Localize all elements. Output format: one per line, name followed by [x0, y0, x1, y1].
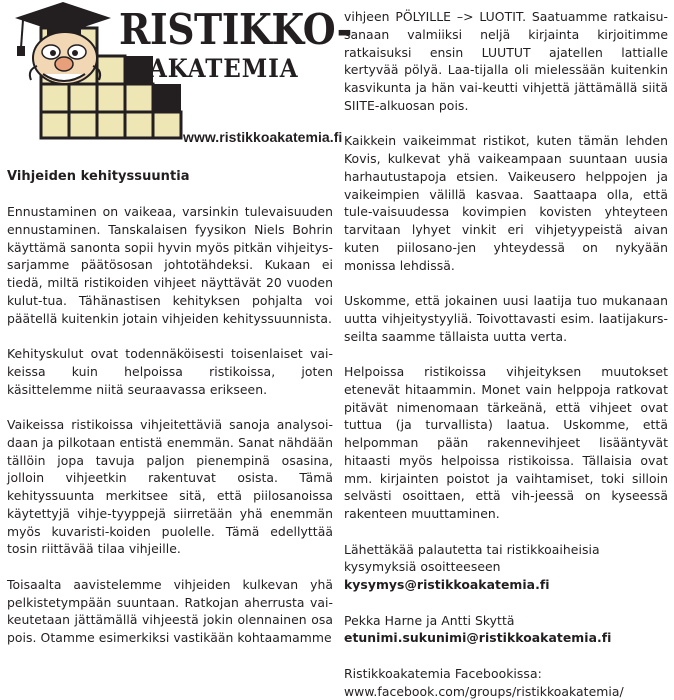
article-heading: Vihjeiden kehityssuuntia — [7, 169, 190, 184]
paragraph-simplified: Toisaalta aavistelemme vihjeiden kulkevan yhä pelkistetympään suuntaan. Ratkojan aherrusta vai-keutetaan jättämällä vihjeestä jokin olennainen osa pois. Otamme esimerkiksi vastikään kohtaamamme — [7, 576, 333, 645]
paragraph-hardest: Kaikkein vaikeimmat ristikot, kuten tämän lehden Kovis, kulkevat yhä vaikeampaan suuntaan uusia harhautustapoja etsien. Vaikeusero helppojen ja vaikeimpien välillä kasvaa. Saattaapa olla, että tule-vaisuudessa kovimpien kovisten yhteyteen tarvitaan lyhyet vinkit eri vihjetyypeistä aivan kuten piilosano-jen yhteydessä on nykyään monissa lehdissä. — [344, 133, 668, 273]
paragraph-easy: Helpoissa ristikoissa vihjeityksen muutokset etenevät hitaammin. Monet vain helppoja ratkovat pitävät nimenomaan tärkeänä, että vihjeet ovat tuttua (ja turvallista) laatua. Uskomme, että helpomman pään rakennevihjeet lisääntyvät hitaasti myös helpoissa ristikoissa. Tällaisia ovat mm. kirjainten poistot ja vaihtamiset, toki silloin selvästi osoittaen, että vih-jeessä on kyseessä rakenteen muuttaminen. — [344, 364, 668, 521]
paragraph-difficult: Vaikeissa ristikoissa vihjeitettäviä sanoja analysoi-daan ja pilkotaan entistä enemmän. Sanat nähdään tällöin jopa tavuja paljon pienempinä osasina, jolloin vihjeetkin rakentuvat osista. Tämä kehityssuunta merkitsee sitä, että piilosanoissa käytettyjä vihje-tyyppejä siirretään yhä enemmän myös kuvaristi-koiden puolelle. Tämä edellyttää tosin riittävää tilaa vihjeille. — [7, 417, 333, 557]
facebook-block — [344, 665, 668, 700]
feedback-paragraph — [344, 541, 668, 594]
right-column — [344, 8, 668, 700]
feedback-email[interactable]: kysymys@ristikkoakatemia.fi — [344, 577, 550, 592]
paragraph-new-constructors: Uskomme, että jokainen uusi laatija tuo mukanaan uutta vihjeitystyyliä. Toivottavasti esim. laatijakurs-seilta saamme tällaista uutta verta. — [344, 293, 668, 344]
paragraph-development: Kehityskulut ovat todennäköisesti toisenlaiset vai-keissa kuin helpoissa ristikoissa, joten käsittelemme niitä seuraavassa erikseen. — [7, 346, 333, 397]
website-url[interactable]: www.ristikkoakatemia.fi — [183, 129, 343, 145]
brand-title: RISTIKKO- — [119, 5, 352, 54]
authors-block — [344, 612, 668, 648]
facebook-url[interactable]: www.facebook.com/groups/ristikkoakatemia/ — [344, 683, 624, 699]
brand-subtitle: AKATEMIA — [149, 54, 299, 83]
authors-email[interactable]: etunimi.sukunimi@ristikkoakatemia.fi — [344, 630, 612, 646]
paragraph-intro: Ennustaminen on vaikeaa, varsinkin tulevaisuuden ennustaminen. Tanskalaisen fyysikon Niels Bohrin käyttämä sanonta sopii hyvin myös pitkän vihjeitys-sarjamme päätösosan johtotähdeksi. Kukaan ei tiedä, miltä ristikoiden vihjeet näyttävät 20 vuoden kulut-tua. Tähänastisen kehityksen pohjalta voi päätellä kuitenkin jotain vihjeiden kehityssuunnista. — [7, 204, 333, 326]
feedback-text: Lähettäkää palautetta tai ristikkoaiheisia kysymyksiä osoitteeseen — [344, 541, 600, 575]
left-column — [7, 0, 352, 647]
facebook-label: Ristikkoakatemia Facebookissa: — [344, 665, 542, 681]
paragraph-example: vihjeen PÖLYILLE –> LUOTIT. Saatuamme ratkaisu-sanaan valmiiksi neljä kirjainta kirjoitimme ratkaisuksi ensin LUUTUT ajatellen lattialle kertyvää pölyä. Laa-tijalla oli mielessään kuitenkin kasvikunta ja hän vai-keutti vihjettä jättämällä siitä SIITE-alkuosan pois. — [344, 9, 668, 113]
ristikkoakatemia-logo — [7, 0, 352, 168]
authors-names: Pekka Harne ja Antti Skyttä — [344, 612, 515, 628]
